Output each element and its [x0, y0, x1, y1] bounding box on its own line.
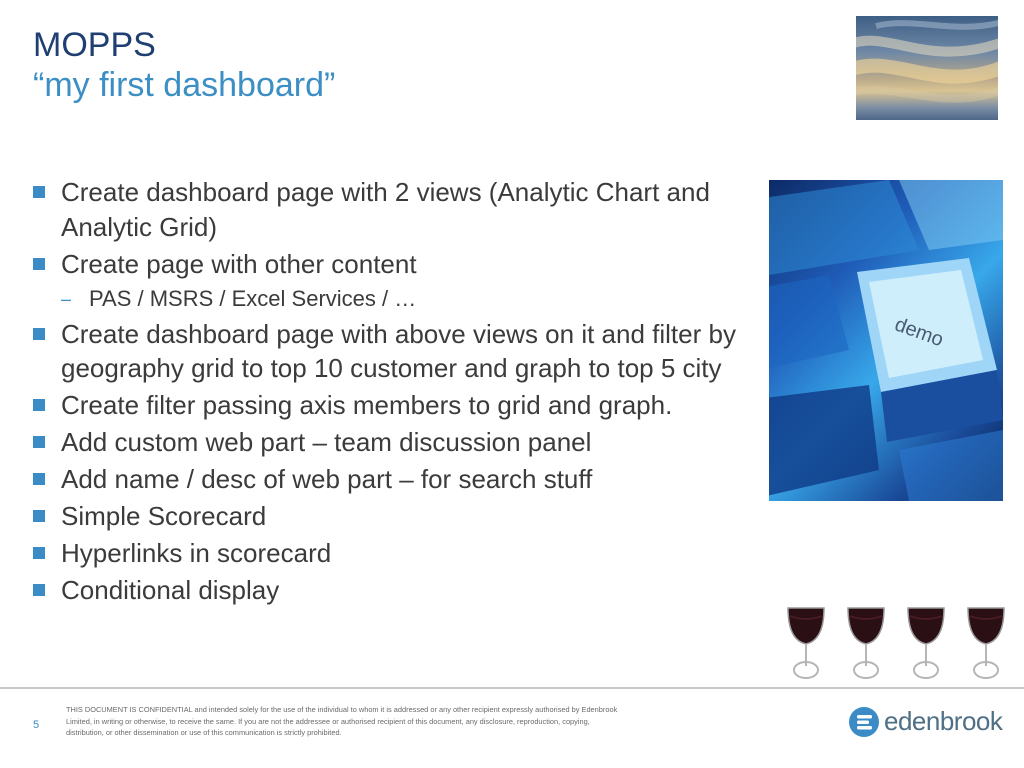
bullet-item: Add name / desc of web part – for search stuff: [33, 462, 753, 497]
bullet-square-icon: [33, 186, 45, 198]
page-number: 5: [33, 719, 40, 731]
bullet-item: Add custom web part – team discussion panel: [33, 425, 753, 460]
bullet-square-icon: [33, 258, 45, 270]
bullet-item: Conditional display: [33, 573, 753, 608]
slide-subtitle: “my first dashboard”: [33, 66, 336, 104]
wine-glasses-image: [784, 604, 1012, 684]
slide-title: MOPPS: [33, 26, 156, 64]
bullet-item: Create dashboard page with 2 views (Analytic Chart and Analytic Grid): [33, 175, 753, 244]
sub-bullet-item: – PAS / MSRS / Excel Services / …: [33, 284, 753, 314]
edenbrook-logo-icon: [848, 706, 880, 738]
bullet-item: Simple Scorecard: [33, 499, 753, 534]
bullet-square-icon: [33, 328, 45, 340]
wine-glass-icon: [848, 608, 884, 678]
keyboard-key-label: demo: [891, 313, 947, 352]
bullet-square-icon: [33, 510, 45, 522]
wine-glass-icon: [968, 608, 1004, 678]
bullet-list: [33, 175, 753, 610]
bullet-square-icon: [33, 473, 45, 485]
logo-text: edenbrook: [884, 706, 1003, 736]
sky-clouds-image: [856, 16, 998, 120]
bullet-square-icon: [33, 547, 45, 559]
wine-glass-icon: [908, 608, 944, 678]
bullet-square-icon: [33, 436, 45, 448]
wine-glass-icon: [788, 608, 824, 678]
keyboard-demo-key-image: [769, 180, 1003, 501]
bullet-item: Create filter passing axis members to grid and graph.: [33, 388, 753, 423]
bullet-square-icon: [33, 584, 45, 596]
footer-divider: [0, 687, 1024, 689]
dash-icon: –: [61, 288, 72, 309]
bullet-item: Hyperlinks in scorecard: [33, 536, 753, 571]
bullet-item: Create page with other content: [33, 247, 753, 282]
bullet-square-icon: [33, 399, 45, 411]
bullet-item: Create dashboard page with above views on it and filter by geography grid to top 10 customer and graph to top 5 city: [33, 317, 753, 386]
edenbrook-logo: [848, 704, 1003, 740]
confidentiality-notice: THIS DOCUMENT IS CONFIDENTIAL and intended solely for the use of the individual to whom it is addressed or any other recipient expressly authorised by Edenbrook Limited, in writing or otherwise, to receive the same. If you are not the addressee or authorised recipient of this document, any disclosure, reproduction, copying, distribution, or other dissemination or use of this communication is strictly prohibited.: [66, 705, 618, 737]
